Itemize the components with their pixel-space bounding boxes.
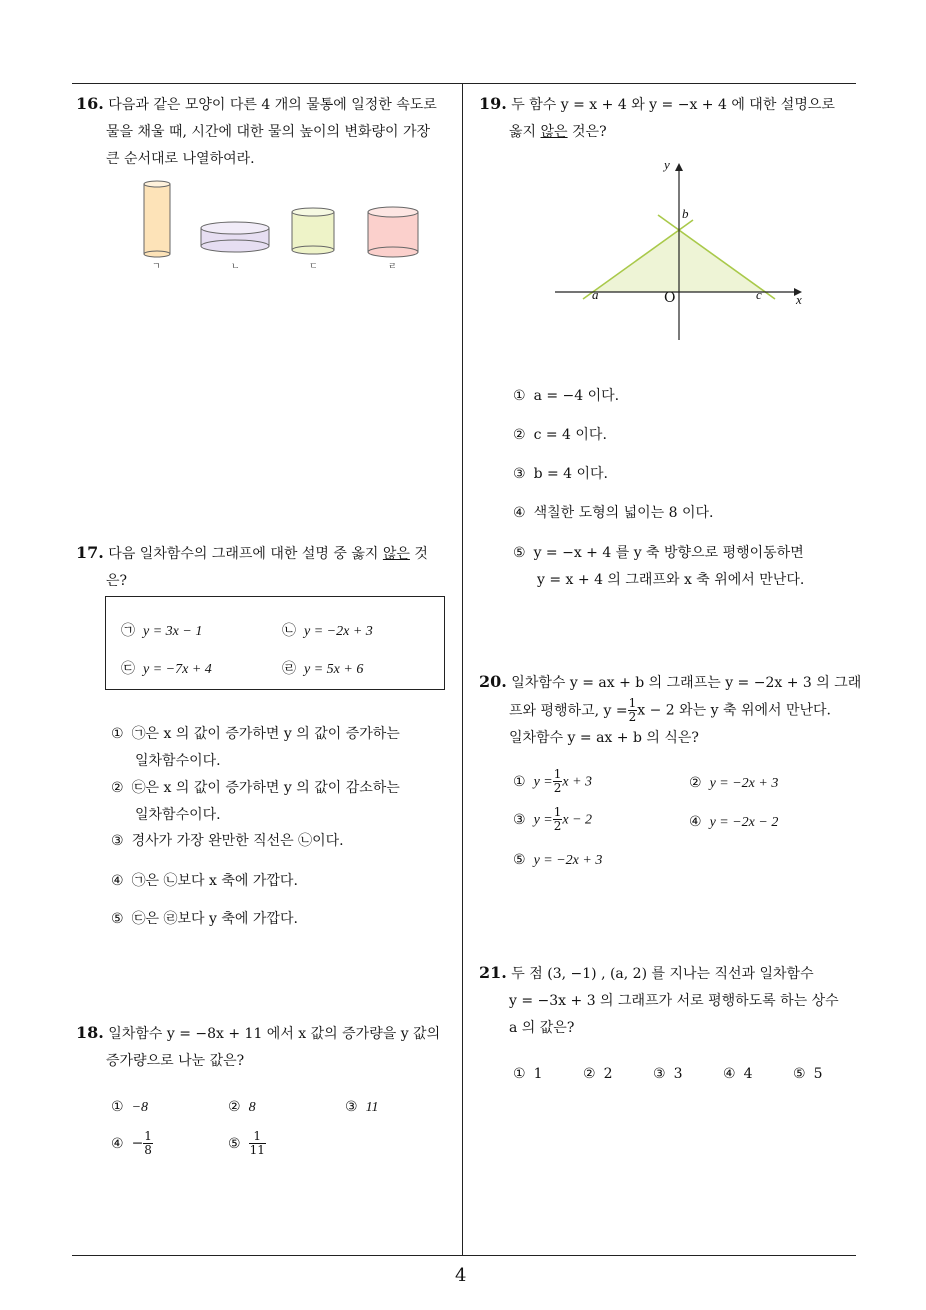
option-4[interactable] [513, 502, 713, 524]
option-mark: ④ [111, 1135, 124, 1152]
option-mark: ② [228, 1099, 241, 1115]
question-text: 프와 평행하고, y = [509, 702, 628, 719]
option-mark: ③ [653, 1066, 666, 1082]
question-text: 일차함수 y = −8x + 11 에서 x 값의 증가량을 y 값의 [108, 1026, 441, 1042]
question-number: 18. [76, 1023, 104, 1042]
option-3[interactable] [513, 806, 592, 833]
question-text: 다음과 같은 모양이 다른 4 개의 물통에 일정한 속도로 [108, 97, 437, 113]
option-text: ㉢은 x 의 값이 증가하면 y 의 값이 감소하는 [131, 780, 400, 796]
option-value: −8 [131, 1100, 149, 1115]
item-expr: y = 5x + 6 [304, 662, 364, 677]
option-2[interactable] [513, 424, 607, 446]
option-text: 일차함수이다. [135, 753, 221, 769]
column-divider [462, 83, 463, 1255]
box-item [282, 658, 363, 681]
question-text: 옳지 [509, 124, 537, 140]
option-value: 2 [603, 1066, 613, 1082]
option-1[interactable] [111, 721, 400, 775]
option-1[interactable] [513, 768, 592, 795]
question-text-underlined: 않은 [382, 546, 410, 562]
option-2[interactable] [111, 775, 400, 829]
y-axis-label: y [664, 157, 670, 172]
option-text: y = x + 4 의 그래프와 x 축 위에서 만난다. [537, 572, 805, 588]
option-value: y = −2x + 3 [533, 853, 603, 868]
question-text: 일차함수 y = ax + b 의 그래프는 y = −2x + 3 의 그래 [511, 675, 862, 691]
option-5[interactable] [513, 849, 602, 872]
fraction-denominator: 2 [628, 710, 637, 724]
page-number: 4 [455, 1265, 467, 1286]
coordinate-graph [550, 155, 820, 345]
question-text: 큰 순서대로 나열하여라. [106, 151, 255, 167]
question-number: 19. [479, 94, 507, 113]
container-a [144, 181, 170, 257]
question-text: 물을 채울 때, 시간에 대한 물의 높이의 변화량이 가장 [106, 124, 431, 140]
question-16 [76, 90, 456, 173]
option-text: y = [533, 812, 553, 828]
point-b-label: b [682, 206, 689, 221]
option-3[interactable] [653, 1063, 682, 1085]
option-3[interactable] [111, 830, 344, 852]
item-expr: y = 3x − 1 [143, 624, 203, 639]
fraction-numerator: 1 [249, 1130, 266, 1144]
question-number: 20. [479, 672, 507, 691]
box-item [121, 658, 212, 681]
option-3[interactable] [345, 1096, 379, 1119]
item-mark: ㉣ [282, 661, 296, 677]
option-4[interactable] [111, 870, 298, 892]
fraction-numerator: 1 [553, 767, 562, 781]
option-mark: ② [111, 780, 124, 796]
point-a-label: a [592, 287, 599, 302]
option-text: y = −x + 4 를 y 축 방향으로 평행이동하면 [533, 545, 804, 561]
bottom-rule [72, 1255, 856, 1256]
option-mark: ① [111, 726, 124, 742]
question-text: 것 [414, 546, 428, 562]
option-mark: ③ [513, 466, 526, 482]
option-text: b = 4 이다. [533, 466, 609, 482]
option-value: y = −2x + 3 [709, 776, 779, 791]
option-text: 일차함수이다. [135, 807, 221, 823]
option-2[interactable] [689, 772, 778, 795]
container-d [368, 207, 418, 257]
option-value: 4 [743, 1066, 753, 1082]
container-label: ㄷ [309, 262, 318, 272]
option-mark: ① [513, 388, 526, 404]
container-label: ㄱ [152, 262, 161, 272]
option-mark: ⑤ [793, 1066, 806, 1082]
option-mark: ④ [723, 1066, 736, 1082]
option-mark: ④ [689, 814, 702, 830]
container-b [201, 222, 269, 252]
option-mark: ③ [513, 811, 526, 828]
fraction-denominator: 2 [553, 819, 562, 833]
container-label: ㄹ [388, 262, 397, 272]
fraction-numerator: 1 [144, 1129, 152, 1143]
option-text: ㉢은 ㉣보다 y 축에 가깝다. [131, 911, 298, 927]
question-text: a 의 값은? [509, 1020, 575, 1036]
question-17 [76, 539, 456, 595]
option-5[interactable] [228, 1130, 266, 1157]
option-2[interactable] [583, 1063, 612, 1085]
question-text: 증가량으로 나눈 값은? [106, 1053, 245, 1069]
question-text-underlined: 않은 [540, 124, 568, 140]
option-value: 8 [248, 1100, 256, 1115]
item-mark: ㉡ [282, 623, 296, 639]
option-2[interactable] [228, 1096, 256, 1119]
question-text: 것은? [572, 124, 607, 140]
point-c-label: c [756, 287, 762, 302]
option-4[interactable] [689, 811, 778, 834]
option-text: 경사가 가장 완만한 직선은 ㉡이다. [131, 833, 344, 849]
question-21 [479, 959, 864, 1042]
question-text: 다음 일차함수의 그래프에 대한 설명 중 옳지 [108, 546, 379, 562]
option-mark: ⑤ [228, 1135, 241, 1152]
question-text: y = −3x + 3 의 그래프가 서로 평행하도록 하는 상수 [509, 993, 839, 1009]
question-text: 두 점 (3, −1) , (a, 2) 를 지나는 직선과 일차함수 [511, 966, 814, 982]
option-5[interactable] [111, 908, 298, 930]
option-mark: ① [513, 773, 526, 790]
option-mark: ② [689, 775, 702, 791]
option-text: a = −4 이다. [533, 388, 620, 404]
question-text: 일차함수 y = ax + b 의 식은? [509, 729, 699, 746]
option-1[interactable] [513, 385, 619, 407]
fraction [143, 1130, 153, 1157]
fraction [628, 697, 638, 724]
option-text: c = 4 이다. [533, 427, 607, 443]
option-mark: ⑤ [513, 545, 526, 561]
fraction-denominator: 8 [144, 1143, 152, 1157]
fraction-denominator: 11 [249, 1143, 265, 1157]
question-20 [479, 668, 864, 752]
option-4[interactable] [723, 1063, 752, 1085]
option-text: x + 3 [562, 774, 593, 790]
option-value: y = −2x − 2 [709, 815, 779, 830]
fraction-denominator: 2 [553, 781, 562, 795]
option-text: y = [533, 774, 553, 790]
option-5[interactable] [793, 1063, 822, 1085]
fraction-numerator: 1 [628, 696, 637, 710]
question-19 [479, 90, 859, 146]
box-item [282, 620, 373, 643]
option-5[interactable] [513, 540, 804, 594]
option-mark: ① [513, 1066, 526, 1082]
y-axis-arrow [675, 163, 683, 171]
option-text: 색칠한 도형의 넓이는 8 이다. [533, 505, 714, 521]
option-value: 3 [673, 1066, 683, 1082]
question-text: 은? [106, 573, 128, 589]
option-value: 5 [813, 1066, 823, 1082]
item-expr: y = −7x + 4 [143, 662, 212, 677]
option-1[interactable] [111, 1096, 148, 1119]
fraction [249, 1130, 266, 1157]
container-label: ㄴ [231, 262, 240, 272]
option-3[interactable] [513, 463, 608, 485]
option-1[interactable] [513, 1063, 542, 1085]
question-number: 16. [76, 94, 104, 113]
question-text: x − 2 와는 y 축 위에서 만난다. [637, 702, 831, 719]
fraction [553, 768, 563, 795]
fraction-numerator: 1 [553, 805, 562, 819]
option-mark: ② [583, 1066, 596, 1082]
origin-label: O [664, 290, 676, 306]
question-text: 두 함수 y = x + 4 와 y = −x + 4 에 대한 설명으로 [511, 97, 835, 113]
option-mark: ⑤ [111, 911, 124, 927]
option-value: 1 [533, 1066, 543, 1082]
option-mark: ① [111, 1099, 124, 1115]
container-c [292, 208, 334, 254]
question-number: 21. [479, 963, 507, 982]
option-mark: ② [513, 427, 526, 443]
option-text: x − 2 [562, 812, 593, 828]
option-text: ㉠은 x 의 값이 증가하면 y 의 값이 증가하는 [131, 726, 400, 742]
option-value: 11 [365, 1100, 379, 1115]
x-axis-label: x [796, 292, 802, 307]
item-mark: ㉢ [121, 661, 135, 677]
option-sign: − [131, 1135, 144, 1152]
option-text: ㉠은 ㉡보다 x 축에 가깝다. [131, 873, 298, 889]
question-18 [76, 1019, 456, 1075]
option-mark: ③ [111, 833, 124, 849]
item-expr: y = −2x + 3 [304, 624, 373, 639]
option-mark: ⑤ [513, 852, 526, 868]
option-mark: ③ [345, 1099, 358, 1115]
option-mark: ④ [513, 505, 526, 521]
box-item [121, 620, 202, 643]
option-mark: ④ [111, 873, 124, 889]
item-mark: ㉠ [121, 623, 135, 639]
fraction [553, 806, 563, 833]
top-rule [72, 83, 856, 84]
option-4[interactable] [111, 1130, 153, 1157]
question-number: 17. [76, 543, 104, 562]
